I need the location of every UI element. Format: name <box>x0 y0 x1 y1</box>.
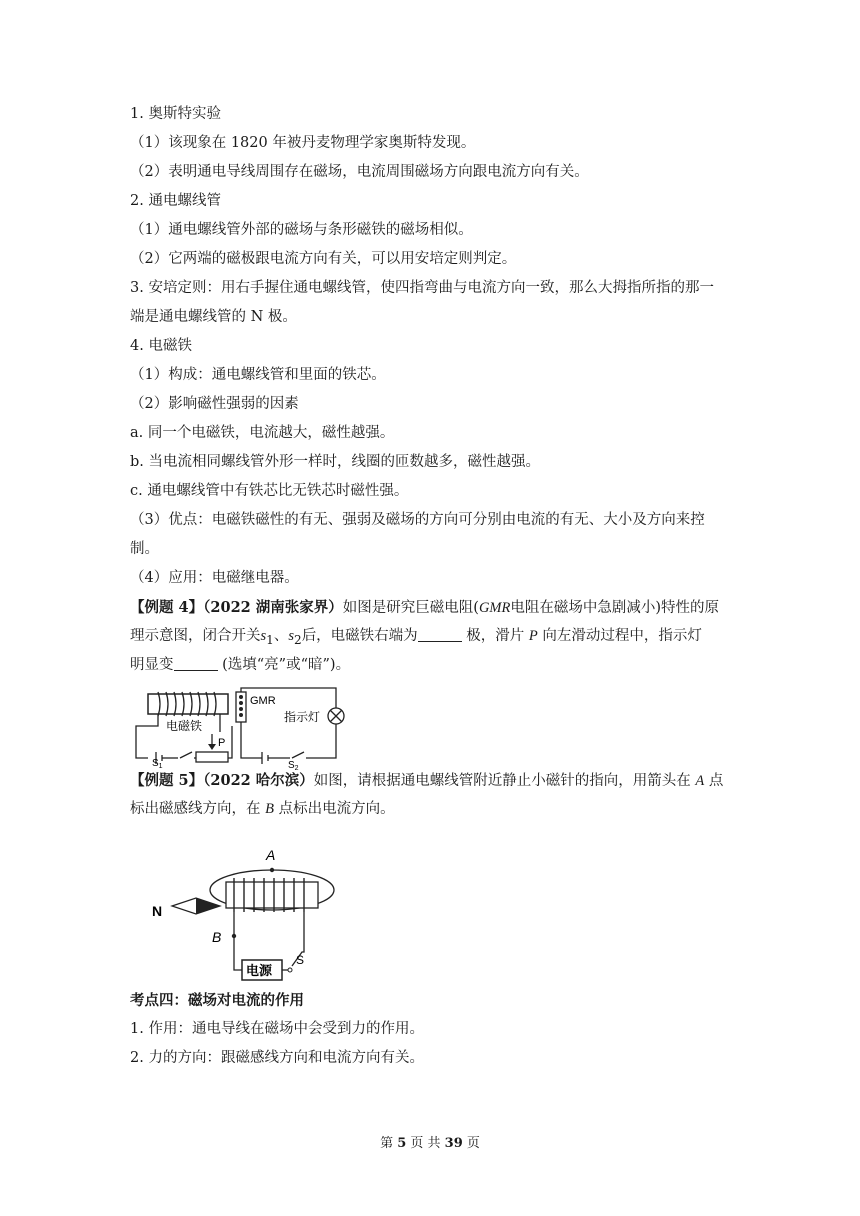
answer-blank[interactable] <box>174 656 218 671</box>
document-body <box>130 100 730 1073</box>
example4-text: (选填“亮”或“暗”)。 <box>217 657 351 673</box>
example4-text: 理示意图，闭合开关 <box>130 628 261 644</box>
gmr-term: GMR <box>478 600 511 616</box>
power-label: 电源 <box>246 963 273 978</box>
s2-label: $S_2$ <box>288 760 299 772</box>
switch-s2: s <box>288 628 294 644</box>
text-line: （2）影响磁性强弱的因素 <box>130 396 299 412</box>
point-a-label: A <box>266 847 276 863</box>
example4-line1 <box>130 593 730 622</box>
text-line: a. 同一个电磁铁，电流越大，磁性越强。 <box>130 425 395 441</box>
text-line: 制。 <box>130 541 159 557</box>
separator: 、 <box>273 628 289 644</box>
gmr-circuit-diagram <box>130 686 350 772</box>
example5-line2 <box>130 795 730 824</box>
example5-tag: 【例题 5】 <box>130 772 204 789</box>
footer-text: 页 共 <box>406 1136 445 1151</box>
switch-s1-sub: 1 <box>266 632 274 647</box>
page-footer <box>0 1132 860 1151</box>
section-title: 考点四：磁场对电流的作用 <box>130 992 304 1009</box>
footer-text: 页 <box>462 1136 480 1151</box>
total-pages: 39 <box>444 1136 463 1151</box>
point-b: B <box>265 801 274 817</box>
text-line: （1）构成：通电螺线管和里面的铁芯。 <box>130 367 386 383</box>
text-line: （1）通电螺线管外部的磁场与条形磁铁的磁场相似。 <box>130 222 473 238</box>
answer-blank[interactable] <box>418 627 462 642</box>
example4-source: （2022 湖南张家界） <box>203 599 343 616</box>
switch-s1: s <box>260 628 267 644</box>
example5-text: 点标出电流方向。 <box>273 801 395 817</box>
s1-label: $S_1$ <box>152 758 163 770</box>
text-line: （2）它两端的磁极跟电流方向有关，可以用安培定则判定。 <box>130 251 517 267</box>
text-line: b. 当电流相同螺线管外形一样时，线圈的匝数越多，磁性越强。 <box>130 454 540 470</box>
gmr-label: GMR <box>250 695 276 707</box>
example4-text: 明显变 <box>130 657 174 673</box>
text-line: （3）优点：电磁铁磁性的有无、强弱及磁场的方向可分别由电流的有无、大小及方向来控 <box>130 512 705 528</box>
example4-line2 <box>130 622 730 651</box>
text-line: 端是通电螺线管的 N 极。 <box>130 309 297 325</box>
example5-text: 标出磁感线方向，在 <box>130 801 266 817</box>
switch-s2-sub: 2 <box>294 632 302 647</box>
slider-label: P <box>218 737 226 749</box>
slider-p: P <box>528 628 538 644</box>
example5-line1 <box>130 766 730 795</box>
example4-text: 后，电磁铁右端为 <box>301 628 418 644</box>
example4-text: 极，滑片 <box>461 628 529 644</box>
example4-text: 电阻在磁场中急剧减小)特性的原 <box>510 600 720 616</box>
example5-text: 如图，请根据通电螺线管附近静止小磁针的指向，用箭头在 <box>313 773 696 789</box>
electromagnet-label: 电磁铁 <box>166 719 203 733</box>
example5-text: 点 <box>704 773 724 789</box>
current-page: 5 <box>397 1136 407 1151</box>
example5-source: （2022 哈尔滨） <box>203 772 314 789</box>
heading-electromagnet: 4. 电磁铁 <box>130 338 192 354</box>
point-a: A <box>695 773 705 789</box>
example4-line3 <box>130 651 730 680</box>
text-line: 3. 安培定则：用右手握住通电螺线管，使四指弯曲与电流方向一致，那么大拇指所指的那一 <box>130 280 714 296</box>
indicator-label: 指示灯 <box>284 710 321 724</box>
text-line: （2）表明通电导线周围存在磁场，电流周围磁场方向跟电流方向有关。 <box>130 164 589 180</box>
n-pole-label: N <box>152 903 163 919</box>
footer-text: 第 <box>380 1136 398 1151</box>
heading-oersted: 1. 奥斯特实验 <box>130 106 221 122</box>
point-b-label: B <box>212 929 222 945</box>
example4-text: 如图是研究巨磁电阻( <box>342 600 479 616</box>
text-line: c. 通电螺线管中有铁芯比无铁芯时磁性强。 <box>130 483 409 499</box>
switch-label: S <box>296 953 305 967</box>
example4-text: 向左滑动过程中，指示灯 <box>537 628 702 644</box>
heading-solenoid: 2. 通电螺线管 <box>130 193 221 209</box>
text-line: （4）应用：电磁继电器。 <box>130 570 299 586</box>
text-line: （1）该现象在 1820 年被丹麦物理学家奥斯特发现。 <box>130 135 476 151</box>
section-item: 1. 作用：通电导线在磁场中会受到力的作用。 <box>130 1021 424 1037</box>
section-item: 2. 力的方向：跟磁感线方向和电流方向有关。 <box>130 1050 424 1066</box>
example4-tag: 【例题 4】 <box>130 599 204 616</box>
solenoid-compass-diagram <box>142 840 342 980</box>
